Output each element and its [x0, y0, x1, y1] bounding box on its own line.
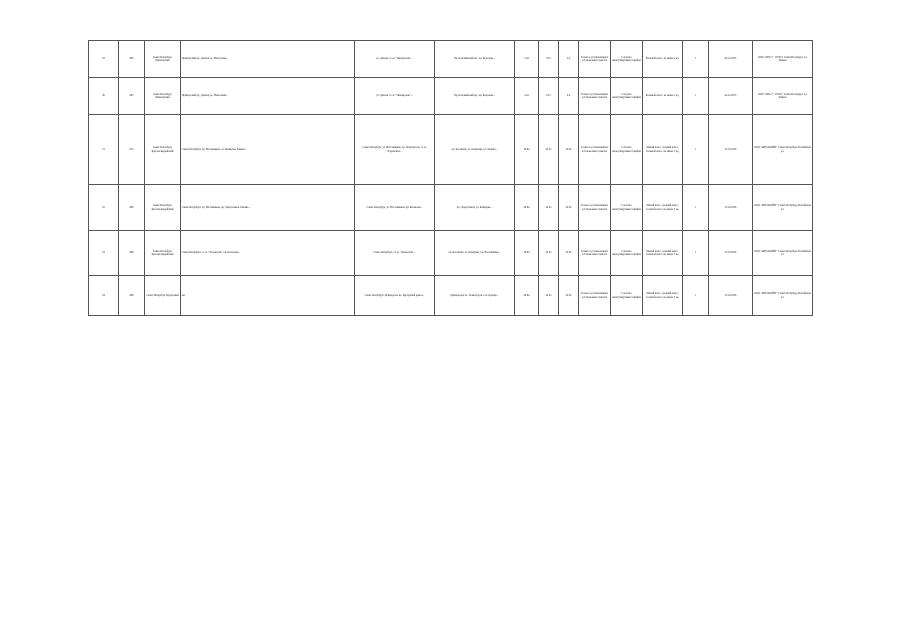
- route-code: 880: [119, 185, 145, 231]
- route-code: 862: [119, 41, 145, 78]
- stops-forward: Санкт-Петербург, ул. Наставников, пр. Косыгина...: [355, 185, 435, 231]
- tariff-type: Согласно нерегулируемым тарифам: [611, 276, 643, 316]
- stops-backward: пр. Энергетиков, ул. Коммуны...: [435, 185, 515, 231]
- tariff-type: Согласно нерегулируемым тарифам: [611, 115, 643, 185]
- vehicle-class: Малый класс, средний класс, большой класс, не менее 5 ед.: [643, 231, 683, 276]
- vehicle-count: 1: [683, 231, 709, 276]
- length-total: 22,00: [559, 115, 579, 185]
- row-number: 24: [89, 276, 119, 316]
- table-row: [89, 231, 813, 276]
- district-cell: Санкт-Петербург, Приморский: [145, 41, 181, 78]
- row-number: 20: [89, 78, 119, 115]
- length-forward: 26,64: [515, 231, 539, 276]
- stops-forward: Санкт-Петербург, ул. Наставников, пр. Энтузиастов, ст. м. "Ладожская"...: [355, 115, 435, 185]
- carrier-info: ООО "АТП-7", 197227, Санкт-Петербург, ул. Дачная: [753, 41, 813, 78]
- route-description: Санкт-Петербург, ст. м. "Ладожская", пр. Косыгина...: [181, 231, 355, 276]
- route-description: Санкт-Петербург, пр. Наставников, пр. Энергетиков, Ржевка...: [181, 185, 355, 231]
- length-backward: 22,25: [539, 185, 559, 231]
- route-code: 889: [119, 276, 145, 316]
- stops-backward: пр. Косыгина, ул. Коммуны, ул. Ленина...: [435, 115, 515, 185]
- district-cell: Санкт-Петербург, Красногвардейский: [145, 231, 181, 276]
- stop-type: Только в установленных остановочных пунктах: [579, 276, 611, 316]
- vehicle-count: 1: [683, 185, 709, 231]
- length-backward: 19,5: [539, 78, 559, 115]
- start-date: 25.10.2016: [709, 276, 753, 316]
- tariff-type: Согласно нерегулируемым тарифам: [611, 41, 643, 78]
- routes-table: [88, 40, 813, 316]
- length-total: 22,00: [559, 185, 579, 231]
- length-forward: 26,64: [515, 115, 539, 185]
- length-total: 2,4: [559, 41, 579, 78]
- vehicle-count: 1: [683, 276, 709, 316]
- stop-type: Только в установленных остановочных пунктах: [579, 115, 611, 185]
- start-date: 25.10.2016: [709, 115, 753, 185]
- row-number: 23: [89, 231, 119, 276]
- start-date: 04.12.2015: [709, 78, 753, 115]
- stop-type: Только в установленных остановочных пунктах: [579, 185, 611, 231]
- length-total: 2,4: [559, 78, 579, 115]
- start-date: 04.12.2015: [709, 41, 753, 78]
- stops-backward: Пр. Коломяжский пр., пр. Королева...: [435, 41, 515, 78]
- stop-type: Только в установленных остановочных пунктах: [579, 78, 611, 115]
- stops-forward: Санкт-Петербург, ст. м. "Ладожская"...: [355, 231, 435, 276]
- vehicle-class: Большой класс, не менее 2 ед.: [643, 41, 683, 78]
- stops-forward: ул. Дачная, ст. м. "Пионерская"...: [355, 78, 435, 115]
- table-row: [89, 78, 813, 115]
- vehicle-count: 1: [683, 115, 709, 185]
- table-row: [89, 185, 813, 231]
- table-row: [89, 276, 813, 316]
- vehicle-count: 1: [683, 41, 709, 78]
- length-backward: 22,25: [539, 231, 559, 276]
- length-forward: 21,6: [515, 41, 539, 78]
- length-total: 22,00: [559, 231, 579, 276]
- carrier-info: ООО "АВТОЛАЙН", Санкт-Петербург, Балтийская ул.: [753, 276, 813, 316]
- length-backward: 22,25: [539, 276, 559, 316]
- district-cell: Санкт-Петербург, Приморский: [145, 78, 181, 115]
- start-date: 25.10.2016: [709, 231, 753, 276]
- length-backward: 22,25: [539, 115, 559, 185]
- stops-forward: Санкт-Петербург, Приморское ш., Курортный район...: [355, 276, 435, 316]
- row-number: 22: [89, 185, 119, 231]
- tariff-type: Согласно нерегулируемым тарифам: [611, 78, 643, 115]
- length-forward: 26,64: [515, 276, 539, 316]
- route-description: Приморский пр., Дачная ул., Новоселки...: [181, 78, 355, 115]
- route-description: нет: [181, 276, 355, 316]
- route-code: 870: [119, 115, 145, 185]
- route-description: Приморский пр., Дачная ул., Новоселки...: [181, 41, 355, 78]
- district-cell: Санкт-Петербург, Курортный: [145, 276, 181, 316]
- stops-forward: ул. Дачная, ст. м. "Пионерская"...: [355, 41, 435, 78]
- carrier-info: ООО "АВТОЛАЙН", Санкт-Петербург, Балтийская ул.: [753, 231, 813, 276]
- stops-backward: пр. Косыгина, ул. Коммуны, пр. Наставников...: [435, 231, 515, 276]
- district-cell: Санкт-Петербург, Красногвардейский: [145, 185, 181, 231]
- table-row: [89, 115, 813, 185]
- route-code: 886: [119, 231, 145, 276]
- vehicle-class: Малый класс, средний класс, большой класс, не менее 5 ед.: [643, 276, 683, 316]
- route-code: 865: [119, 78, 145, 115]
- table-row: [89, 41, 813, 78]
- tariff-type: Согласно нерегулируемым тарифам: [611, 231, 643, 276]
- tariff-type: Согласно нерегулируемым тарифам: [611, 185, 643, 231]
- stop-type: Только в установленных остановочных пунктах: [579, 231, 611, 276]
- vehicle-class: Малый класс, средний класс, большой класс, не менее 5 ед.: [643, 115, 683, 185]
- vehicle-class: Малый класс, средний класс, большой класс, не менее 5 ед.: [643, 185, 683, 231]
- carrier-info: ООО "АВТОЛАЙН", Санкт-Петербург, Балтийская ул.: [753, 115, 813, 185]
- length-forward: 26,64: [515, 185, 539, 231]
- length-forward: 21,6: [515, 78, 539, 115]
- row-number: 19: [89, 41, 119, 78]
- carrier-info: ООО "АТП-7", 197227, Санкт-Петербург, ул. Дачная: [753, 78, 813, 115]
- start-date: 25.10.2016: [709, 185, 753, 231]
- stops-backward: Приморское ш., Зеленогорск, Сестрорецк...: [435, 276, 515, 316]
- stop-type: Только в установленных остановочных пунктах: [579, 41, 611, 78]
- route-description: Санкт-Петербург, пр. Наставников, ул. Коммуны, Ржевка...: [181, 115, 355, 185]
- district-cell: Санкт-Петербург, Красногвардейский: [145, 115, 181, 185]
- carrier-info: ООО "АВТОЛАЙН", Санкт-Петербург, Балтийская ул.: [753, 185, 813, 231]
- vehicle-class: Большой класс, не менее 2 ед.: [643, 78, 683, 115]
- row-number: 21: [89, 115, 119, 185]
- document-table-sheet: [88, 40, 812, 316]
- length-backward: 19,5: [539, 41, 559, 78]
- vehicle-count: 1: [683, 78, 709, 115]
- length-total: 22,00: [559, 276, 579, 316]
- stops-backward: Пр. Коломяжский пр., пр. Королева...: [435, 78, 515, 115]
